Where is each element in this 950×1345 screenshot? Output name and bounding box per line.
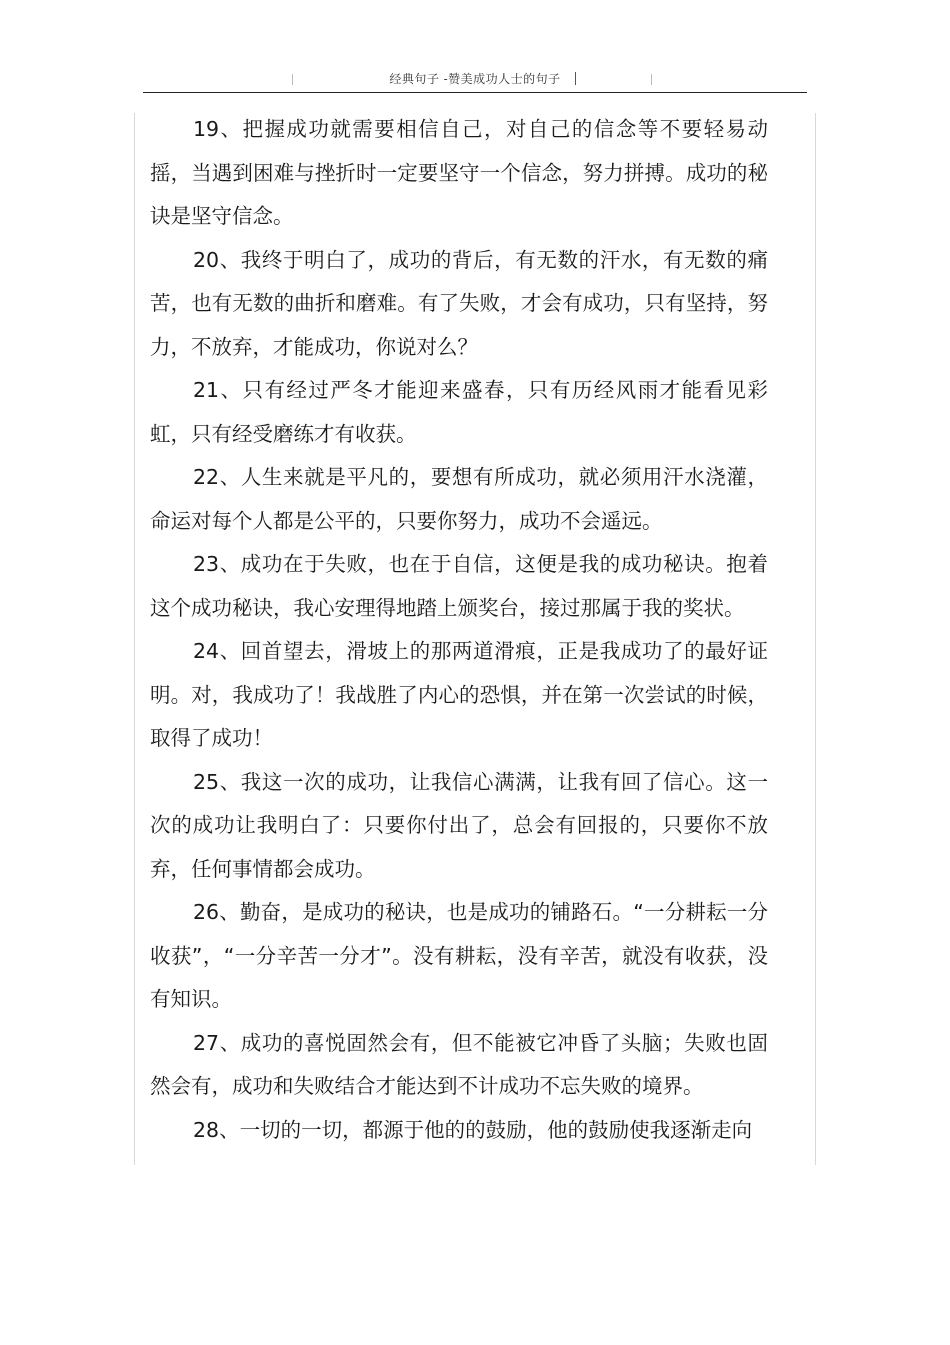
paragraph-26: 26、勤奋，是成功的秘诀，也是成功的铺路石。“一分耕耘一分收获”，“一分辛苦一分才”。没有耕耘，没有辛苦，就没有收获，没有知识。 (150, 900, 768, 1011)
header-divider-mid (575, 72, 576, 85)
page-header (143, 66, 807, 93)
document-body (150, 108, 768, 1152)
left-margin-line (134, 113, 135, 1165)
paragraph-25: 25、我这一次的成功，让我信心满满，让我有回了信心。这一次的成功让我明白了：只要你付出了，总会有回报的，只要你不放弃，任何事情都会成功。 (150, 769, 768, 881)
paragraph-23: 23、成功在于失败，也在于自信，这便是我的成功秘诀。抱着这个成功秘诀，我心安理得地踏上颁奖台，接过那属于我的奖状。 (150, 552, 768, 620)
paragraph-19: 19、把握成功就需要相信自己，对自己的信念等不要轻易动摇，当遇到困难与挫折时一定要坚守一个信念，努力拼搏。成功的秘诀是坚守信念。 (150, 117, 768, 228)
header-divider-right (651, 74, 652, 85)
paragraph-27: 27、成功的喜悦固然会有，但不能被它冲昏了头脑；失败也固然会有，成功和失败结合才能达到不计成功不忘失败的境界。 (150, 1030, 768, 1098)
paragraph-21: 21、只有经过严冬才能迎来盛春，只有历经风雨才能看见彩虹，只有经受磨练才有收获。 (150, 378, 768, 446)
paragraph-22: 22、人生来就是平凡的，要想有所成功，就必须用汗水浇灌，命运对每个人都是公平的，只要你努力，成功不会遥远。 (150, 465, 768, 533)
right-margin-line (815, 113, 816, 1165)
paragraph-20: 20、我终于明白了，成功的背后，有无数的汗水，有无数的痛苦，也有无数的曲折和磨难。有了失败，才会有成功，只有坚持，努力，不放弃，才能成功，你说对么？ (150, 247, 768, 359)
paragraph-28: 28、一切的一切，都源于他的的鼓励，他的鼓励使我逐渐走向 (193, 1117, 753, 1142)
page-header-title: 经典句子 -赞美成功人士的句子 (389, 72, 561, 86)
paragraph-24: 24、回首望去，滑坡上的那两道滑痕，正是我成功了的最好证明。对，我成功了！我战胜了内心的恐惧，并在第一次尝试的时候，取得了成功！ (150, 639, 768, 750)
